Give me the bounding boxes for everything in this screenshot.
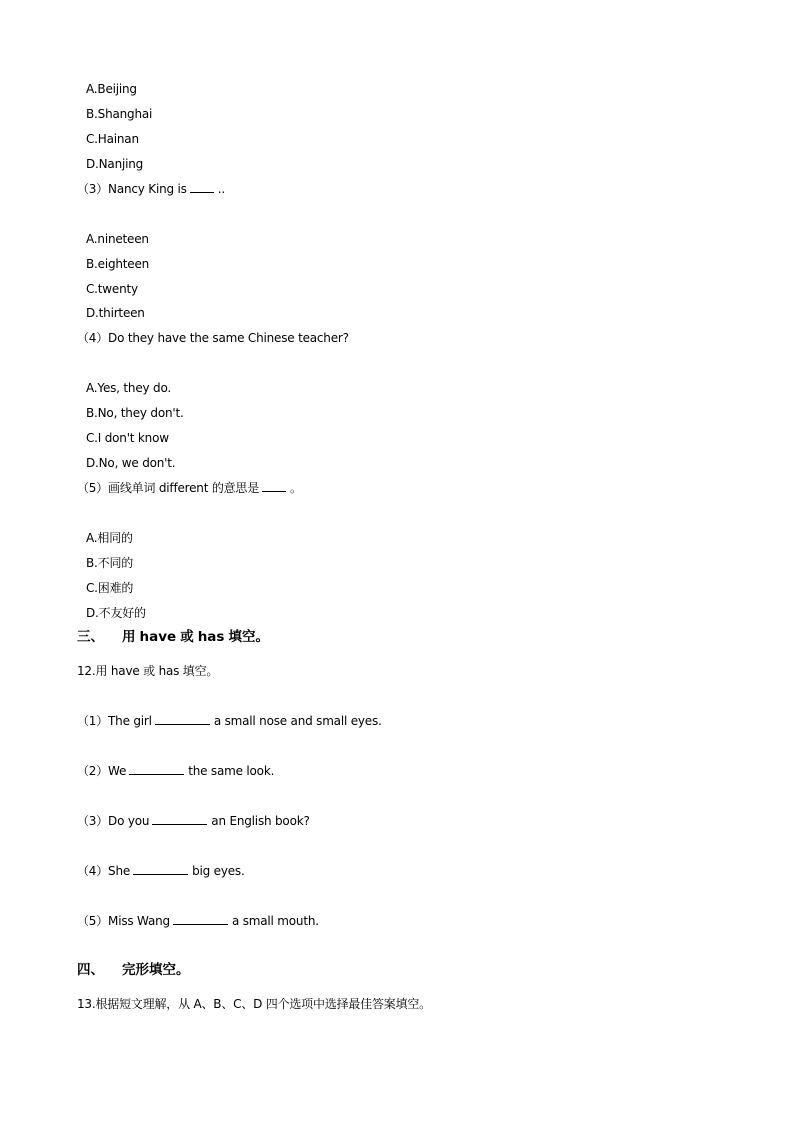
question-text: Nancy King is bbox=[108, 182, 187, 196]
fill-in-item-2 bbox=[77, 763, 274, 779]
question-number: （4） bbox=[77, 864, 109, 878]
section-title-part: 填空。 bbox=[228, 629, 269, 645]
question-number: （1） bbox=[77, 714, 109, 728]
fill-in-item-3 bbox=[77, 813, 310, 829]
question-instruction: 13.根据短文理解，从 A、B、C、D 四个选项中选择最佳答案填空。 bbox=[77, 997, 431, 1011]
question-5 bbox=[77, 480, 302, 496]
question-number: （3） bbox=[77, 814, 109, 828]
question-number: （5） bbox=[77, 914, 109, 928]
option-d: D.不友好的 bbox=[86, 606, 146, 620]
option-b: B.Shanghai bbox=[86, 107, 153, 121]
option-a: A.Beijing bbox=[86, 82, 137, 96]
answer-blank bbox=[173, 913, 228, 925]
question-number: （3） bbox=[77, 182, 109, 196]
sentence-end: an English book? bbox=[211, 814, 310, 828]
option-c: C.困难的 bbox=[86, 581, 134, 595]
question-number: （2） bbox=[77, 764, 109, 778]
sentence-start: Miss Wang bbox=[108, 914, 170, 928]
keyword-has: has bbox=[197, 629, 225, 645]
answer-blank bbox=[155, 713, 210, 725]
question-4 bbox=[77, 330, 349, 346]
answer-blank bbox=[262, 480, 286, 492]
answer-blank bbox=[133, 863, 188, 875]
question-3 bbox=[77, 181, 225, 197]
sentence-end: big eyes. bbox=[192, 864, 245, 878]
sentence-start: She bbox=[108, 864, 131, 878]
section-number: 四、 bbox=[77, 962, 104, 978]
sentence-end: a small nose and small eyes. bbox=[213, 714, 382, 728]
fill-in-item-1 bbox=[77, 713, 382, 729]
option-a: A.nineteen bbox=[86, 232, 149, 246]
sentence-start: We bbox=[108, 764, 127, 778]
section-heading bbox=[77, 628, 269, 646]
option-b: B.eighteen bbox=[86, 257, 150, 271]
question-text-end: .. bbox=[217, 182, 225, 196]
sentence-start: Do you bbox=[108, 814, 150, 828]
answer-blank bbox=[129, 763, 184, 775]
fill-in-item-4 bbox=[77, 863, 245, 879]
keyword-have: have bbox=[139, 629, 177, 645]
section-number: 三、 bbox=[77, 629, 104, 645]
option-d: D.thirteen bbox=[86, 306, 145, 320]
answer-blank bbox=[152, 813, 207, 825]
sentence-end: the same look. bbox=[188, 764, 275, 778]
question-number: （5） bbox=[77, 481, 109, 495]
section-title-part: 用 bbox=[122, 629, 136, 645]
option-d: D.No, we don't. bbox=[86, 456, 176, 470]
sentence-end: a small mouth. bbox=[231, 914, 319, 928]
section-heading bbox=[77, 961, 190, 979]
question-instruction: 12.用 have 或 has 填空。 bbox=[77, 664, 219, 678]
option-a: A.相同的 bbox=[86, 531, 133, 545]
sentence-start: The girl bbox=[108, 714, 152, 728]
question-number: （4） bbox=[77, 331, 109, 345]
option-c: C.twenty bbox=[86, 282, 138, 296]
option-d: D.Nanjing bbox=[86, 157, 144, 171]
option-b: B.不同的 bbox=[86, 556, 134, 570]
option-b: B.No, they don't. bbox=[86, 406, 184, 420]
section-title-part: 或 bbox=[180, 629, 194, 645]
answer-blank bbox=[190, 181, 214, 193]
option-c: C.Hainan bbox=[86, 132, 139, 146]
option-c: C.I don't know bbox=[86, 431, 169, 445]
section-title: 完形填空。 bbox=[122, 962, 190, 978]
question-text: Do they have the same Chinese teacher? bbox=[108, 331, 349, 345]
question-text: 画线单词 different 的意思是 bbox=[108, 481, 260, 495]
option-a: A.Yes, they do. bbox=[86, 381, 171, 395]
fill-in-item-5 bbox=[77, 913, 319, 929]
question-text-end: 。 bbox=[290, 481, 302, 495]
